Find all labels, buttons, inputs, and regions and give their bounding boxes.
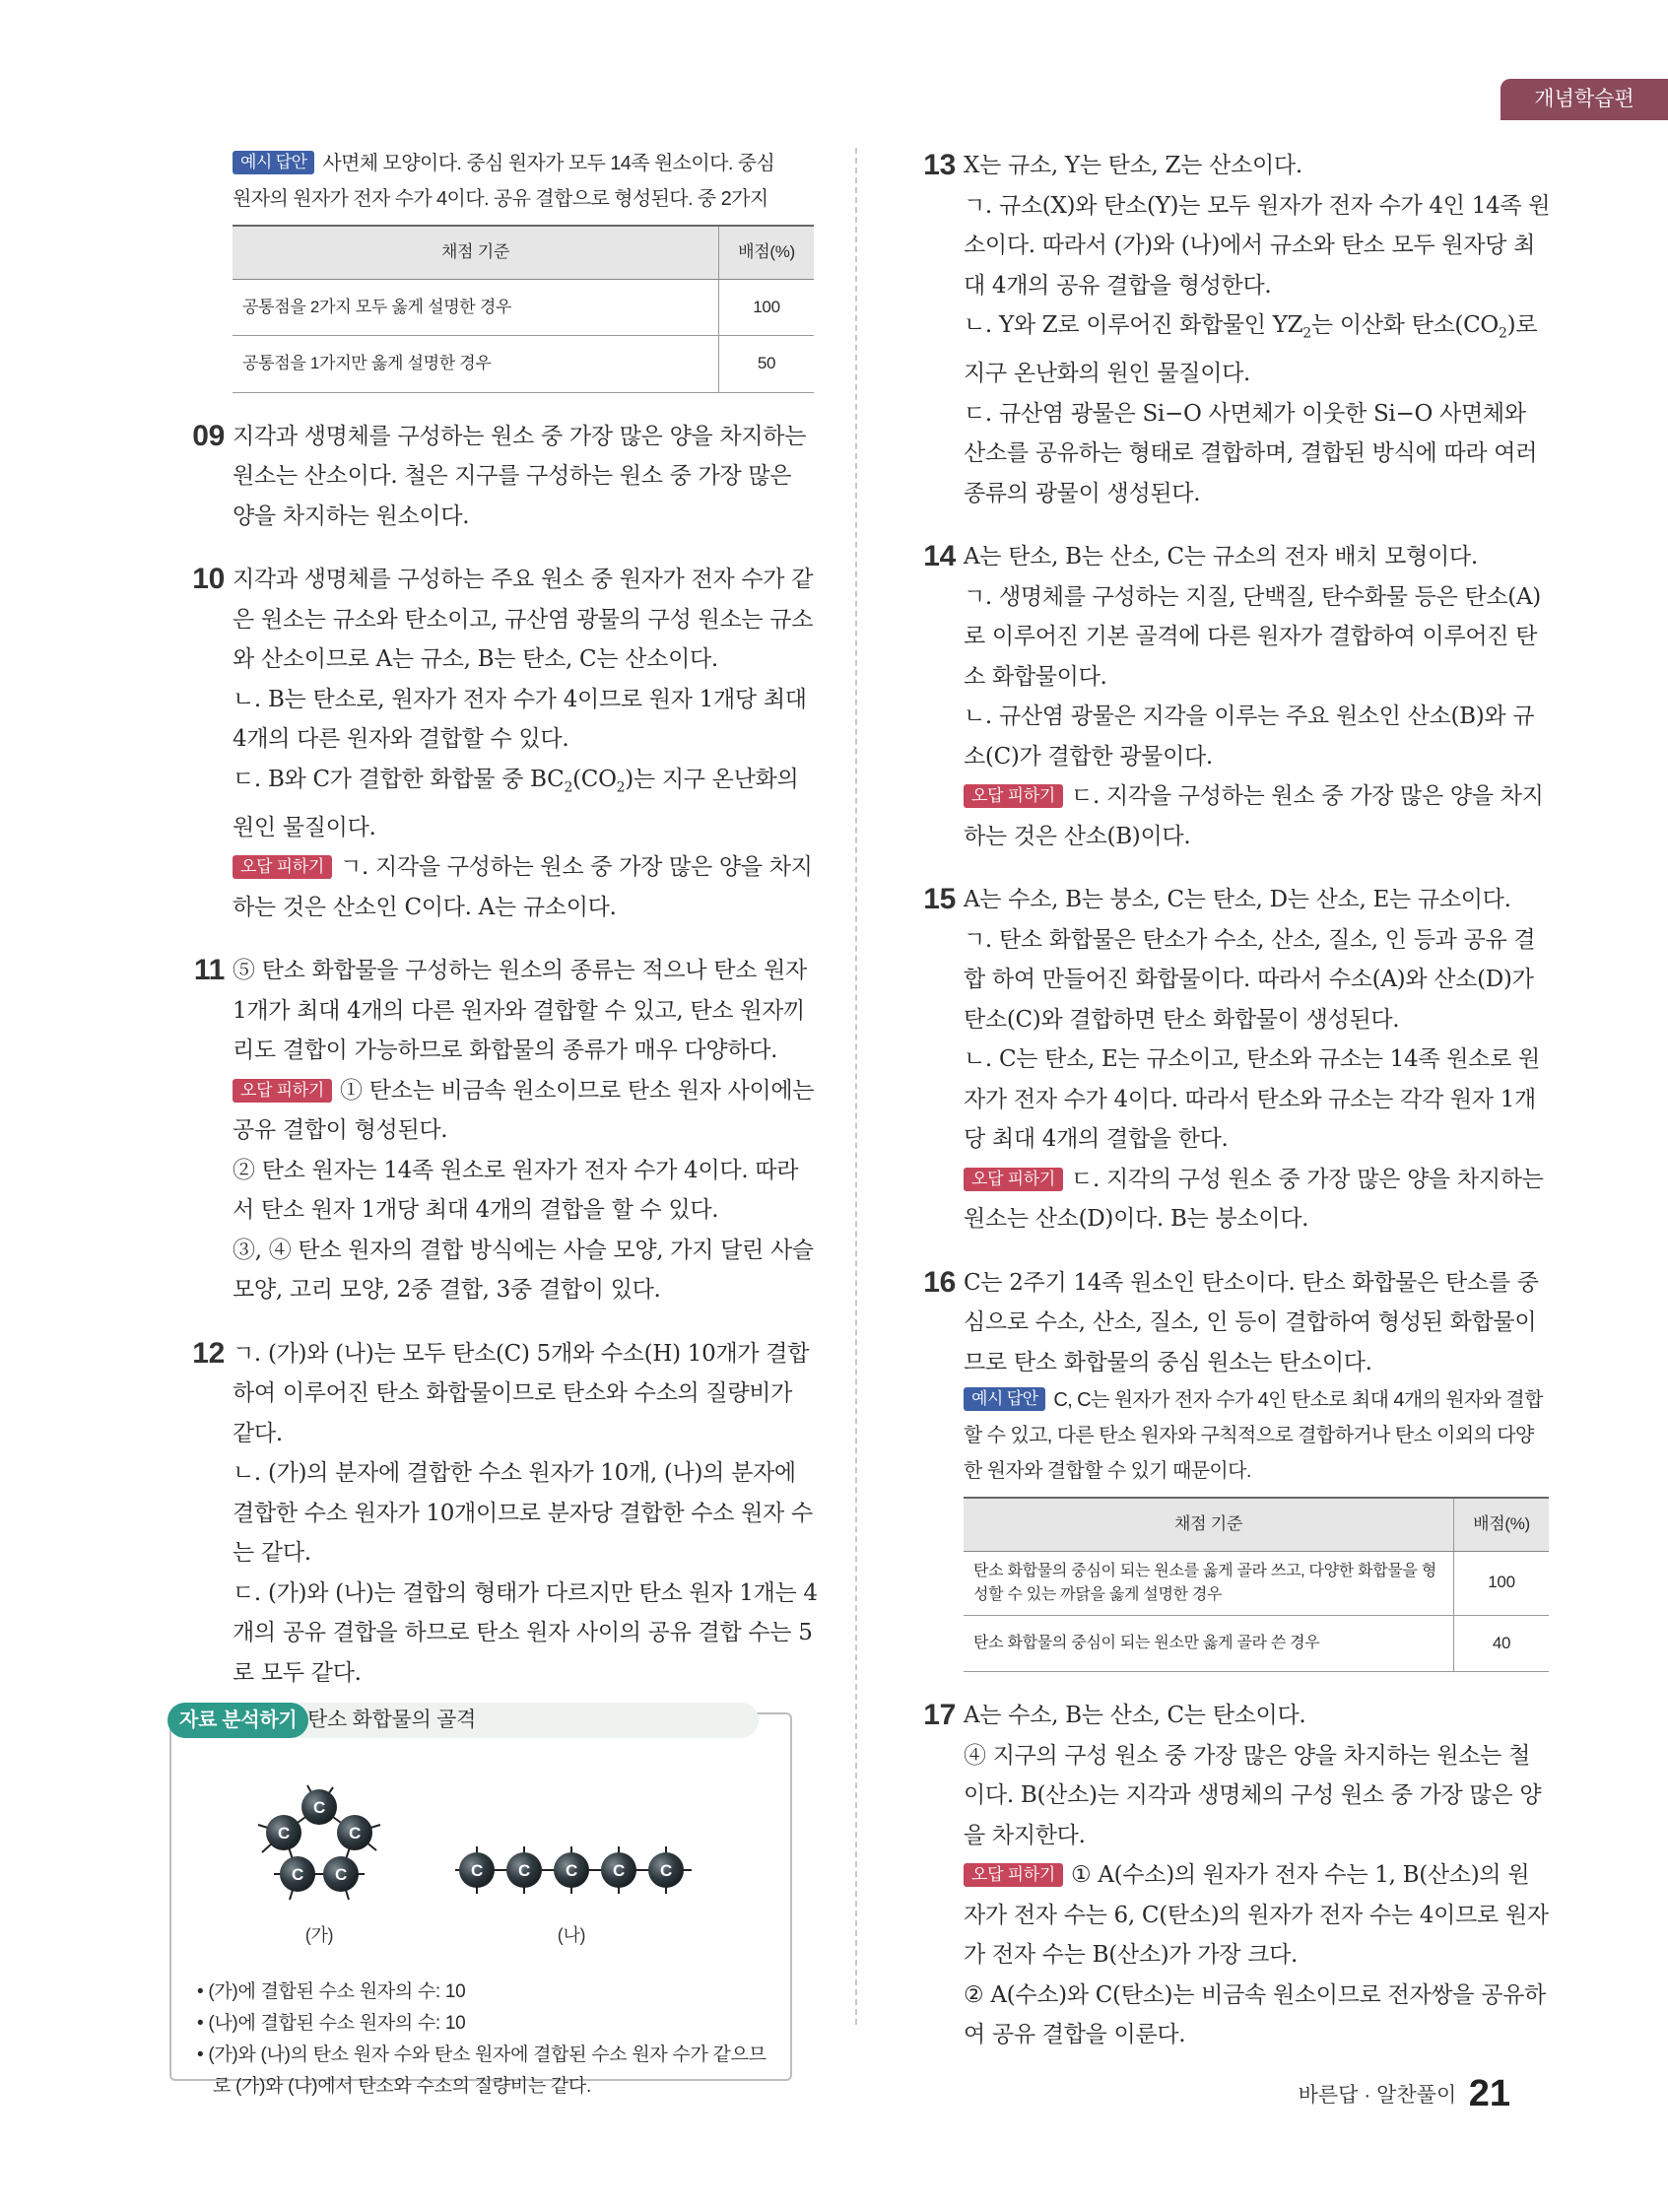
answer-08: [197, 146, 820, 393]
book-title: 바른답 · 알찬풀이: [1298, 2084, 1457, 2107]
section-tab: 개념학습편: [1501, 79, 1668, 120]
label-na: (나): [557, 1925, 586, 1946]
table-row: [964, 1615, 1549, 1672]
list-item: • (가)와 (나)의 탄소 원자 수와 탄소 원자에 결합된 수소 원자 수가 같으므로 (가)와 (나)에서 탄소와 수소의 질량비는 같다.: [197, 2044, 767, 2098]
label-ga: (가): [304, 1925, 334, 1946]
paragraph: ㄴ. (가)의 분자에 결합한 수소 원자가 10개, (나)의 분자에 결합한 수소 원자가 10개이므로 분자당 결합한 수소 원자 수는 같다.: [233, 1460, 813, 1567]
question-16: [923, 1263, 1551, 1673]
question-11: [193, 951, 820, 1310]
svg-text:C: C: [349, 1824, 361, 1843]
answer-08-line1: 사면체 모양이다. 중심 원자가 모두 14족 원소이다. 중심: [322, 153, 775, 174]
paragraph: 오답 피하기 ① 탄소는 비금속 원소이므로 탄소 원자 사이에는 공유 결합이 형성된다.: [233, 1077, 815, 1144]
table-header-criteria: 채점 기준: [233, 226, 719, 279]
example-answer-badge: 예시 답안: [233, 151, 314, 174]
svg-text:C: C: [335, 1865, 347, 1885]
svg-text:C: C: [278, 1824, 290, 1843]
question-13: [923, 146, 1551, 513]
paragraph: ㄱ. 생명체를 구성하는 지질, 단백질, 탄수화물 등은 탄소(A)로 이루어진 기본 골격에 다른 원자가 결합하여 이루어진 탄소 화합물이다.: [964, 583, 1541, 690]
paragraph: ㄷ. 규산염 광물은 Si−O 사면체가 이웃한 Si−O 사면체와 산소를 공유하는 형태로 결합하며, 결합된 방식에 따라 여러 종류의 광물이 생성된다.: [964, 400, 1538, 506]
answer-08-text: [197, 146, 820, 217]
paragraph: 오답 피하기 ① A(수소)의 원자가 전자 수는 1, B(산소)의 원자가 전자 수는 6, C(탄소)의 원자가 전자 수는 4이므로 원자가 전자 수는 B(산소)가 가장 크다.: [964, 1862, 1549, 1969]
question-number: 17: [923, 1699, 956, 1732]
carbon-atom: [648, 1852, 684, 1888]
score-table-08: [233, 225, 814, 393]
paragraph: ㄱ. 탄소 화합물은 탄소가 수소, 산소, 질소, 인 등과 공유 결합 하여 만들어진 화합물이다. 따라서 수소(A)와 산소(D)가 탄소(C)와 결합하면 탄소 화합물이 생성된다.: [964, 926, 1536, 1033]
table-cell: 40: [1454, 1615, 1550, 1672]
table-cell: 50: [719, 336, 815, 393]
table-header-criteria: 채점 기준: [964, 1498, 1454, 1551]
carbon-atom: [337, 1815, 372, 1850]
carbon-atom: [601, 1852, 636, 1888]
carbon-atom: [459, 1852, 495, 1888]
paragraph: ㄴ. Y와 Z로 이루어진 화합물인 $YZ_2$는 이산화 탄소$(CO_2)$로 지구 온난화의 원인 물질이다.: [964, 312, 1538, 387]
question-number: 10: [192, 563, 225, 595]
svg-text:C: C: [613, 1861, 625, 1881]
question-number: 14: [923, 540, 956, 573]
example-answer-badge: 예시 답안: [964, 1387, 1045, 1411]
table-cell: 탄소 화합물의 중심이 되는 원소를 옳게 골라 쓰고, 다양한 화합물을 형성할 수 있는 까닭을 옳게 설명한 경우: [964, 1551, 1454, 1615]
paragraph: ㄷ. (가)와 (나)는 결합의 형태가 다르지만 탄소 원자 1개는 4개의 공유 결합을 하므로 탄소 원자 사이의 공유 결합 수는 5로 모두 같다.: [233, 1579, 818, 1686]
paragraph: 오답 피하기 ㄷ. 지각의 구성 원소 중 가장 많은 양을 차지하는 원소는 산소(D)이다. B는 붕소이다.: [964, 1166, 1544, 1233]
avoid-wrong-badge: 오답 피하기: [964, 784, 1063, 808]
data-analysis-list: [197, 1977, 768, 2103]
carbon-skeleton-diagram: [171, 1764, 790, 1951]
table-row: [233, 279, 814, 336]
question-number: 12: [192, 1336, 225, 1370]
question-number: 11: [193, 954, 225, 987]
svg-text:C: C: [471, 1861, 483, 1881]
question-number: 15: [923, 883, 956, 916]
table-header-points: 배점(%): [1454, 1498, 1550, 1551]
svg-text:C: C: [660, 1861, 672, 1881]
paragraph: ② A(수소)와 C(탄소)는 비금속 원소이므로 전자쌍을 공유하여 공유 결합을 이룬다.: [964, 1981, 1546, 2048]
carbon-atom: [266, 1815, 301, 1850]
page-footer: [1299, 2073, 1510, 2115]
question-12: [192, 1334, 820, 1694]
table-row: [233, 336, 814, 393]
data-analysis-header: [167, 1703, 759, 1738]
answer-08-line2: 원자의 원자가 전자 수가 4이다. 공유 결합으로 형성된다. 중 2가지: [233, 188, 768, 210]
table-row: [964, 1551, 1549, 1615]
question-09: [192, 417, 820, 537]
data-analysis-title: 탄소 화합물의 골격: [307, 1709, 476, 1732]
table-cell: 100: [719, 279, 815, 336]
paragraph: A는 수소, B는 붕소, C는 탄소, D는 산소, E는 규소이다.: [964, 887, 1511, 913]
carbon-atom: [323, 1856, 359, 1892]
paragraph: ② 탄소 원자는 14족 원소로 원자가 전자 수가 4이다. 따라서 탄소 원자 1개당 최대 4개의 결합을 할 수 있다.: [233, 1157, 799, 1224]
table-cell: 공통점을 1가지만 옳게 설명한 경우: [233, 336, 719, 393]
paragraph: ㄱ. (가)와 (나)는 모두 탄소(C) 5개와 수소(H) 10개가 결합하여 이루어진 탄소 화합물이므로 탄소와 수소의 질량비가 같다.: [233, 1340, 810, 1446]
svg-text:C: C: [566, 1861, 577, 1881]
paragraph: ㄴ. C는 탄소, E는 규소이고, 탄소와 규소는 14족 원소로 원자가 전자 수가 4이다. 따라서 탄소와 규소는 각각 원자 1개당 최대 4개의 결합을 한다.: [964, 1046, 1540, 1153]
example-answer-16: 예시 답안 C, C는 원자가 전자 수가 4인 탄소로 최대 4개의 원자와 결합할 수 있고, 다른 탄소 원자와 구칙적으로 결합하거나 탄소 이외의 다양한 원자와 결합할 수 있기 때문이다.: [964, 1389, 1543, 1483]
question-15: [923, 880, 1551, 1240]
list-item: • (가)에 결합된 수소 원자의 수: 10: [197, 1981, 466, 2003]
paragraph: 오답 피하기 ㄱ. 지각을 구성하는 원소 중 가장 많은 양을 차지하는 것은 산소인 C이다. A는 규소이다.: [233, 854, 813, 920]
question-17: [923, 1696, 1551, 2055]
paragraph: 오답 피하기 ㄷ. 지각을 구성하는 원소 중 가장 많은 양을 차지하는 것은 산소(B)이다.: [964, 783, 1544, 849]
paragraph: 지각과 생명체를 구성하는 주요 원소 중 원자가 전자 수가 같은 원소는 규소와 탄소이고, 규산염 광물의 구성 원소는 규소와 산소이므로 A는 규소, B는 탄소, C는 산소이다.: [233, 567, 814, 672]
svg-text:C: C: [313, 1798, 325, 1818]
paragraph: ㄷ. B와 C가 결합한 화합물 중 $BC_2(CO_2)$는 지구 온난화의 원인 물질이다.: [233, 766, 799, 840]
question-number: 13: [923, 149, 956, 181]
paragraph: A는 탄소, B는 산소, C는 규소의 전자 배치 모형이다.: [964, 544, 1478, 570]
svg-text:C: C: [518, 1861, 530, 1881]
avoid-wrong-badge: 오답 피하기: [233, 1079, 332, 1103]
right-column: [923, 146, 1551, 2069]
column-divider: [855, 148, 857, 2025]
table-header-points: 배점(%): [719, 226, 815, 279]
paragraph: A는 수소, B는 산소, C는 탄소이다.: [964, 1703, 1306, 1729]
svg-text:C: C: [292, 1865, 303, 1885]
question-10: [192, 560, 820, 927]
paragraph: X는 규소, Y는 탄소, Z는 산소이다.: [964, 153, 1302, 178]
carbon-atom: [301, 1789, 337, 1825]
left-column: [179, 146, 820, 2098]
data-analysis-badge: 자료 분석하기: [167, 1703, 308, 1738]
carbon-atom: [554, 1852, 589, 1888]
avoid-wrong-badge: 오답 피하기: [964, 1168, 1063, 1191]
carbon-atom: [506, 1852, 542, 1888]
paragraph: ④ 지구의 구성 원소 중 가장 많은 양을 차지하는 원소는 철이다. B(산소)는 지각과 생명체의 구성 원소 중 가장 많은 양을 차지한다.: [964, 1742, 1542, 1848]
paragraph: ③, ④ 탄소 원자의 결합 방식에는 사슬 모양, 가지 달린 사슬 모양, 고리 모양, 2중 결합, 3중 결합이 있다.: [233, 1237, 814, 1304]
paragraph: ㄱ. 규소(X)와 탄소(Y)는 모두 원자가 전자 수가 4인 14족 원소이다. 따라서 (가)와 (나)에서 규소와 탄소 모두 원자당 최대 4개의 공유 결합을 형성한다.: [964, 192, 1551, 299]
data-analysis-box: [169, 1709, 792, 2098]
table-cell: 탄소 화합물의 중심이 되는 원소만 옳게 골라 쓴 경우: [964, 1615, 1454, 1672]
paragraph: ⑤ 탄소 화합물을 구성하는 원소의 종류는 적으나 탄소 원자 1개가 최대 4개의 다른 원자와 결합할 수 있고, 탄소 원자끼리도 결합이 가능하므로 화합물의 종류가 매우 다양하다.: [233, 958, 807, 1064]
carbon-atom: [280, 1856, 315, 1892]
paragraph: C는 2주기 14족 원소인 탄소이다. 탄소 화합물은 탄소를 중심으로 수소, 산소, 질소, 인 등이 결합하여 형성된 화합물이므로 탄소 화합물의 중심 원소는 탄소이다.: [964, 1269, 1539, 1375]
table-cell: 공통점을 2가지 모두 옳게 설명한 경우: [233, 279, 719, 336]
paragraph: ㄴ. B는 탄소로, 원자가 전자 수가 4이므로 원자 1개당 최대 4개의 다른 원자와 결합할 수 있다.: [233, 686, 807, 752]
question-14: [923, 537, 1551, 856]
paragraph: ㄴ. 규산염 광물은 지각을 이루는 주요 원소인 산소(B)와 규소(C)가 결합한 광물이다.: [964, 704, 1535, 770]
question-number: 16: [923, 1265, 956, 1299]
list-item: • (나)에 결합된 수소 원자의 수: 10: [197, 2013, 466, 2035]
score-table-16: [964, 1497, 1549, 1672]
question-number: 09: [192, 419, 225, 452]
question-09-text: 지각과 생명체를 구성하는 원소 중 가장 많은 양을 차지하는 원소는 산소이다. 철은 지구를 구성하는 원소 중 가장 많은 양을 차지하는 원소이다.: [233, 423, 807, 529]
avoid-wrong-badge: 오답 피하기: [964, 1863, 1063, 1887]
page-number: 21: [1468, 2073, 1510, 2114]
avoid-wrong-badge: 오답 피하기: [233, 855, 332, 879]
table-cell: 100: [1454, 1551, 1550, 1615]
